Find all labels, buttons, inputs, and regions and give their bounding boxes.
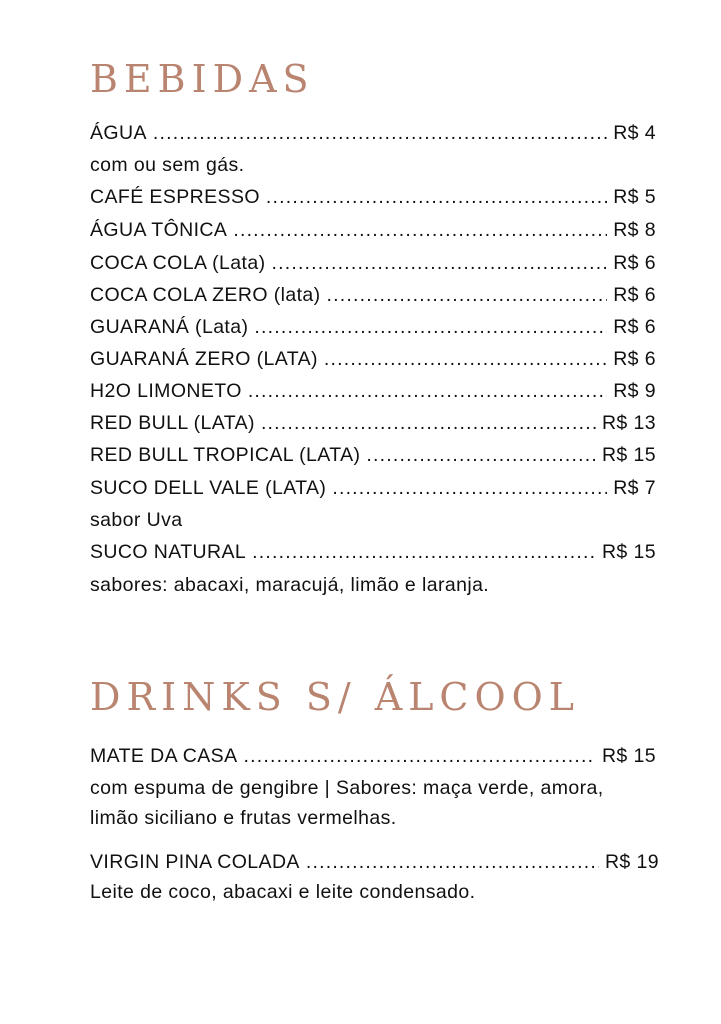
- item-price: R$ 15: [601, 745, 656, 767]
- menu-item-guarana: [90, 315, 656, 339]
- item-name: ÁGUA TÔNICA: [90, 219, 228, 241]
- item-name: COCA COLA ZERO (lata): [90, 284, 321, 306]
- item-price: R$ 9: [613, 380, 656, 402]
- dot-leader: [271, 251, 607, 275]
- item-price: R$ 4: [613, 122, 656, 144]
- menu-item-guarana-zero: [90, 347, 656, 371]
- item-price: R$ 8: [613, 219, 656, 241]
- item-price: R$ 13: [601, 412, 656, 434]
- dot-leader: [366, 443, 596, 467]
- item-description: Leite de coco, abacaxi e leite condensado.: [90, 881, 476, 903]
- dot-leader: [324, 347, 607, 371]
- section-title-bebidas: BEBIDAS: [90, 57, 315, 101]
- menu-item-coca-cola: [90, 251, 656, 275]
- item-price: R$ 6: [613, 316, 656, 338]
- item-description: sabores: abacaxi, maracujá, limão e laranja.: [90, 574, 490, 596]
- item-price: R$ 6: [613, 284, 656, 306]
- dot-leader: [266, 185, 607, 209]
- item-name: GUARANÁ ZERO (LATA): [90, 348, 318, 370]
- item-name: RED BULL (LATA): [90, 412, 255, 434]
- menu-item-cafe-espresso: [90, 185, 656, 209]
- item-name: COCA COLA (Lata): [90, 252, 266, 274]
- item-description: com ou sem gás.: [90, 154, 245, 176]
- menu-item-coca-cola-zero: [90, 283, 656, 307]
- menu-item-suco-dell-vale: [90, 476, 656, 500]
- item-name: CAFÉ ESPRESSO: [90, 186, 260, 208]
- item-name: SUCO NATURAL: [90, 541, 247, 563]
- item-description: sabor Uva: [90, 509, 183, 531]
- dot-leader: [243, 744, 595, 768]
- item-price: R$ 19: [604, 851, 659, 873]
- dot-leader: [153, 121, 607, 145]
- menu-item-mate-da-casa: [90, 744, 656, 768]
- item-price: R$ 6: [613, 252, 656, 274]
- item-price: R$ 5: [613, 186, 656, 208]
- menu-item-red-bull: [90, 411, 656, 435]
- section-title-drinks-sem-alcool: DRINKS S/ ÁLCOOL: [90, 675, 581, 719]
- item-name: SUCO DELL VALE (LATA): [90, 477, 327, 499]
- menu-item-h2o-limoneto: [90, 379, 656, 403]
- dot-leader: [252, 540, 596, 564]
- menu-item-agua-tonica: [90, 218, 656, 242]
- dot-leader: [332, 476, 607, 500]
- item-name: GUARANÁ (Lata): [90, 316, 249, 338]
- item-name: VIRGIN PINA COLADA: [90, 851, 300, 873]
- menu-item-virgin-pina-colada: [90, 850, 659, 874]
- item-name: RED BULL TROPICAL (LATA): [90, 444, 361, 466]
- dot-leader: [254, 315, 607, 339]
- item-price: R$ 15: [601, 541, 656, 563]
- dot-leader: [261, 411, 596, 435]
- item-price: R$ 7: [613, 477, 656, 499]
- item-name: H2O LIMONETO: [90, 380, 242, 402]
- dot-leader: [248, 379, 607, 403]
- dot-leader: [327, 283, 608, 307]
- item-name: MATE DA CASA: [90, 745, 238, 767]
- item-description: com espuma de gengibre | Sabores: maça verde, amora,: [90, 777, 604, 799]
- dot-leader: [306, 850, 599, 874]
- menu-item-red-bull-tropical: [90, 443, 656, 467]
- item-price: R$ 6: [613, 348, 656, 370]
- item-price: R$ 15: [601, 444, 656, 466]
- dot-leader: [233, 218, 607, 242]
- item-description: limão siciliano e frutas vermelhas.: [90, 807, 397, 829]
- menu-item-agua: [90, 121, 656, 145]
- menu-item-suco-natural: [90, 540, 656, 564]
- item-name: ÁGUA: [90, 122, 147, 144]
